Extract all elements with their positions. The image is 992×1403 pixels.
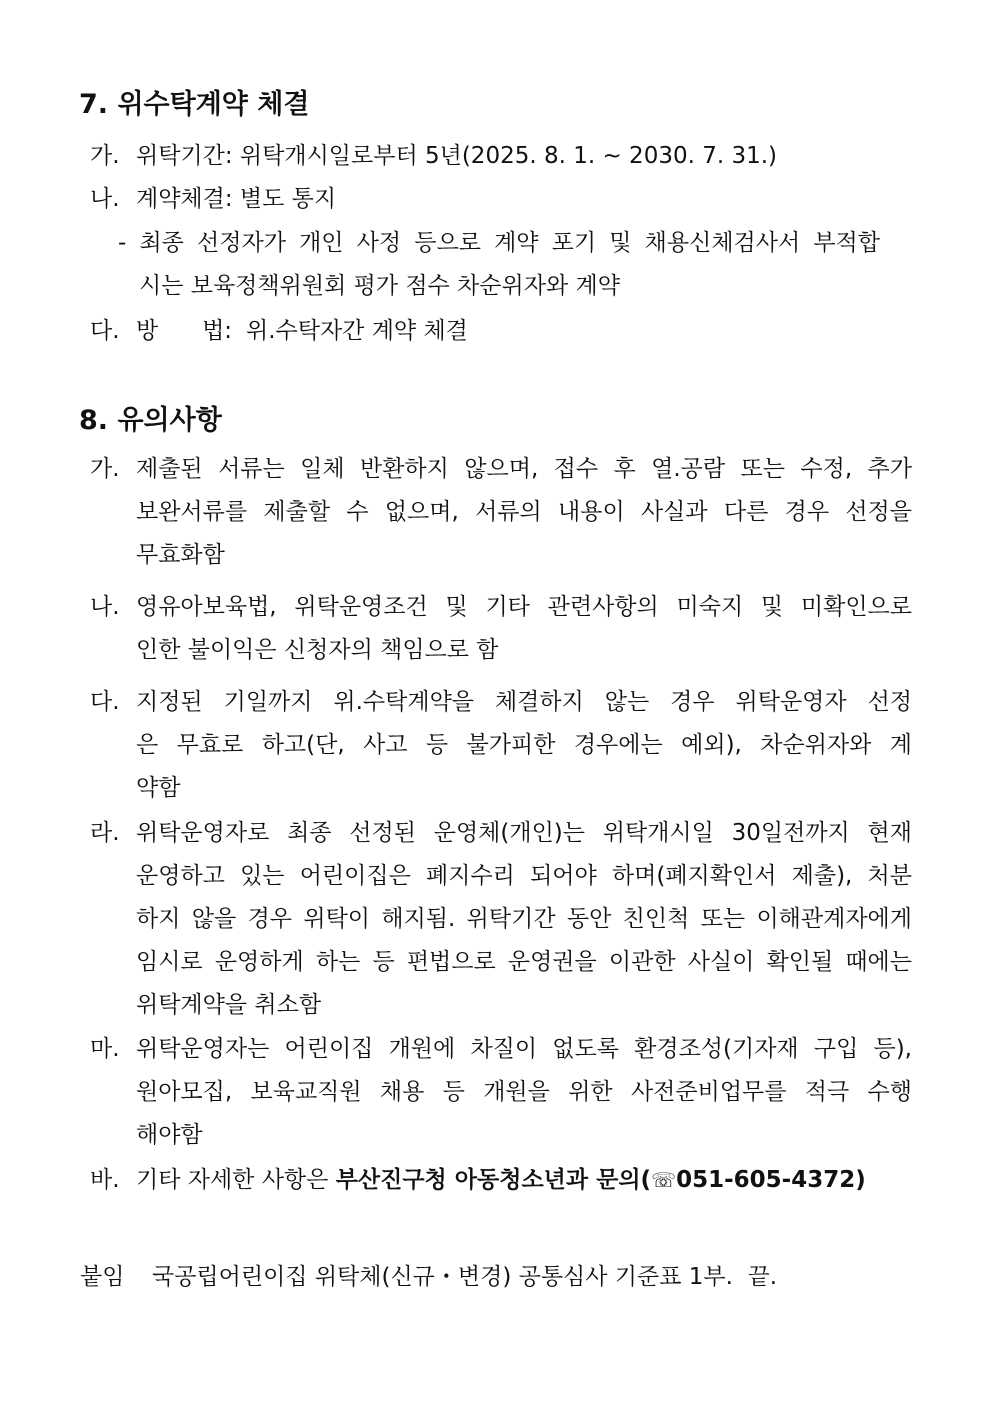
section-7-item-ga-text: 위탁기간: 위탁개시일로부터 5년(2025. 8. 1. ~ 2030. 7. 31.) — [136, 143, 778, 169]
section-7-item-da-label: 방 법: — [136, 318, 233, 344]
section-8-item-da-line2: 은 무효로 하고(단, 사고 등 불가피한 경우에는 예외), 차순위자와 계 — [136, 732, 912, 758]
section-7-title: 7. 위수탁계약 체결 — [79, 89, 310, 120]
section-8-item-na-line1: 영유아보육법, 위탁운영조건 및 기타 관련사항의 미숙지 및 미확인으로 — [136, 594, 912, 620]
section-8-item-da-line3: 약함 — [136, 775, 181, 801]
section-7-item-na-sub-line1: - 최종 선정자가 개인 사정 등으로 계약 포기 및 채용신체검사서 부적합 — [118, 230, 880, 256]
section-8-item-ra-line5: 위탁계약을 취소함 — [136, 992, 322, 1018]
section-8-item-ba-text: 기타 자세한 사항은 — [136, 1167, 329, 1193]
section-8-item-ma-marker: 마. — [90, 1036, 120, 1062]
section-8-item-ba-line — [136, 1165, 866, 1195]
section-7-item-da-text: 위.수탁자간 계약 체결 — [246, 318, 468, 344]
section-8-item-ma-line1: 위탁운영자는 어린이집 개원에 차질이 없도록 환경조성(기자재 구입 등), — [136, 1036, 912, 1062]
section-7-item-na-sub-line2: 시는 보육정책위원회 평가 점수 차순위자와 계약 — [139, 273, 620, 299]
section-7-item-na-text: 계약체결: 별도 통지 — [136, 186, 337, 212]
contact-department: 부산진구청 아동청소년과 문의( — [335, 1167, 652, 1193]
attachment-text: 국공립어린이집 위탁체(신규・변경) 공통심사 기준표 1부. 끝. — [152, 1264, 778, 1290]
section-8-item-da-marker: 다. — [90, 689, 120, 715]
section-7-item-da-marker: 다. — [90, 318, 120, 344]
section-8-item-na-marker: 나. — [90, 594, 120, 620]
contact-phone: 051-605-4372) — [676, 1167, 866, 1193]
attachment-label: 붙임 — [80, 1264, 125, 1290]
phone-icon: ☏ — [651, 1168, 677, 1192]
section-8-item-ma-line3: 해야함 — [136, 1122, 203, 1148]
section-8-item-ra-line1: 위탁운영자로 최종 선정된 운영체(개인)는 위탁개시일 30일전까지 현재 — [136, 820, 912, 846]
section-8-item-ga-line1: 제출된 서류는 일체 반환하지 않으며, 접수 후 열.공람 또는 수정, 추가 — [136, 456, 912, 482]
section-8-item-ra-line2: 운영하고 있는 어린이집은 폐지수리 되어야 하며(폐지확인서 제출), 처분 — [136, 863, 912, 889]
section-8-item-na-line2: 인한 불이익은 신청자의 책임으로 함 — [136, 637, 499, 663]
section-7-item-ga-marker: 가. — [90, 143, 120, 169]
section-8-title: 8. 유의사항 — [79, 405, 222, 436]
section-7-item-na-marker: 나. — [90, 186, 120, 212]
section-8-item-ba-marker: 바. — [90, 1167, 120, 1193]
section-8-item-ga-line3: 무효화함 — [136, 542, 225, 568]
section-8-item-ga-marker: 가. — [90, 456, 120, 482]
section-8-item-ga-line2: 보완서류를 제출할 수 없으며, 서류의 내용이 사실과 다른 경우 선정을 — [136, 499, 912, 525]
section-8-item-ma-line2: 원아모집, 보육교직원 채용 등 개원을 위한 사전준비업무를 적극 수행 — [136, 1079, 912, 1105]
section-8-item-ra-line4: 임시로 운영하게 하는 등 편법으로 운영권을 이관한 사실이 확인될 때에는 — [136, 949, 912, 975]
section-8-item-ra-line3: 하지 않을 경우 위탁이 해지됨. 위탁기간 동안 친인척 또는 이해관계자에게 — [136, 906, 912, 932]
section-8-item-ra-marker: 라. — [90, 820, 120, 846]
section-8-item-da-line1: 지정된 기일까지 위.수탁계약을 체결하지 않는 경우 위탁운영자 선정 — [136, 689, 912, 715]
